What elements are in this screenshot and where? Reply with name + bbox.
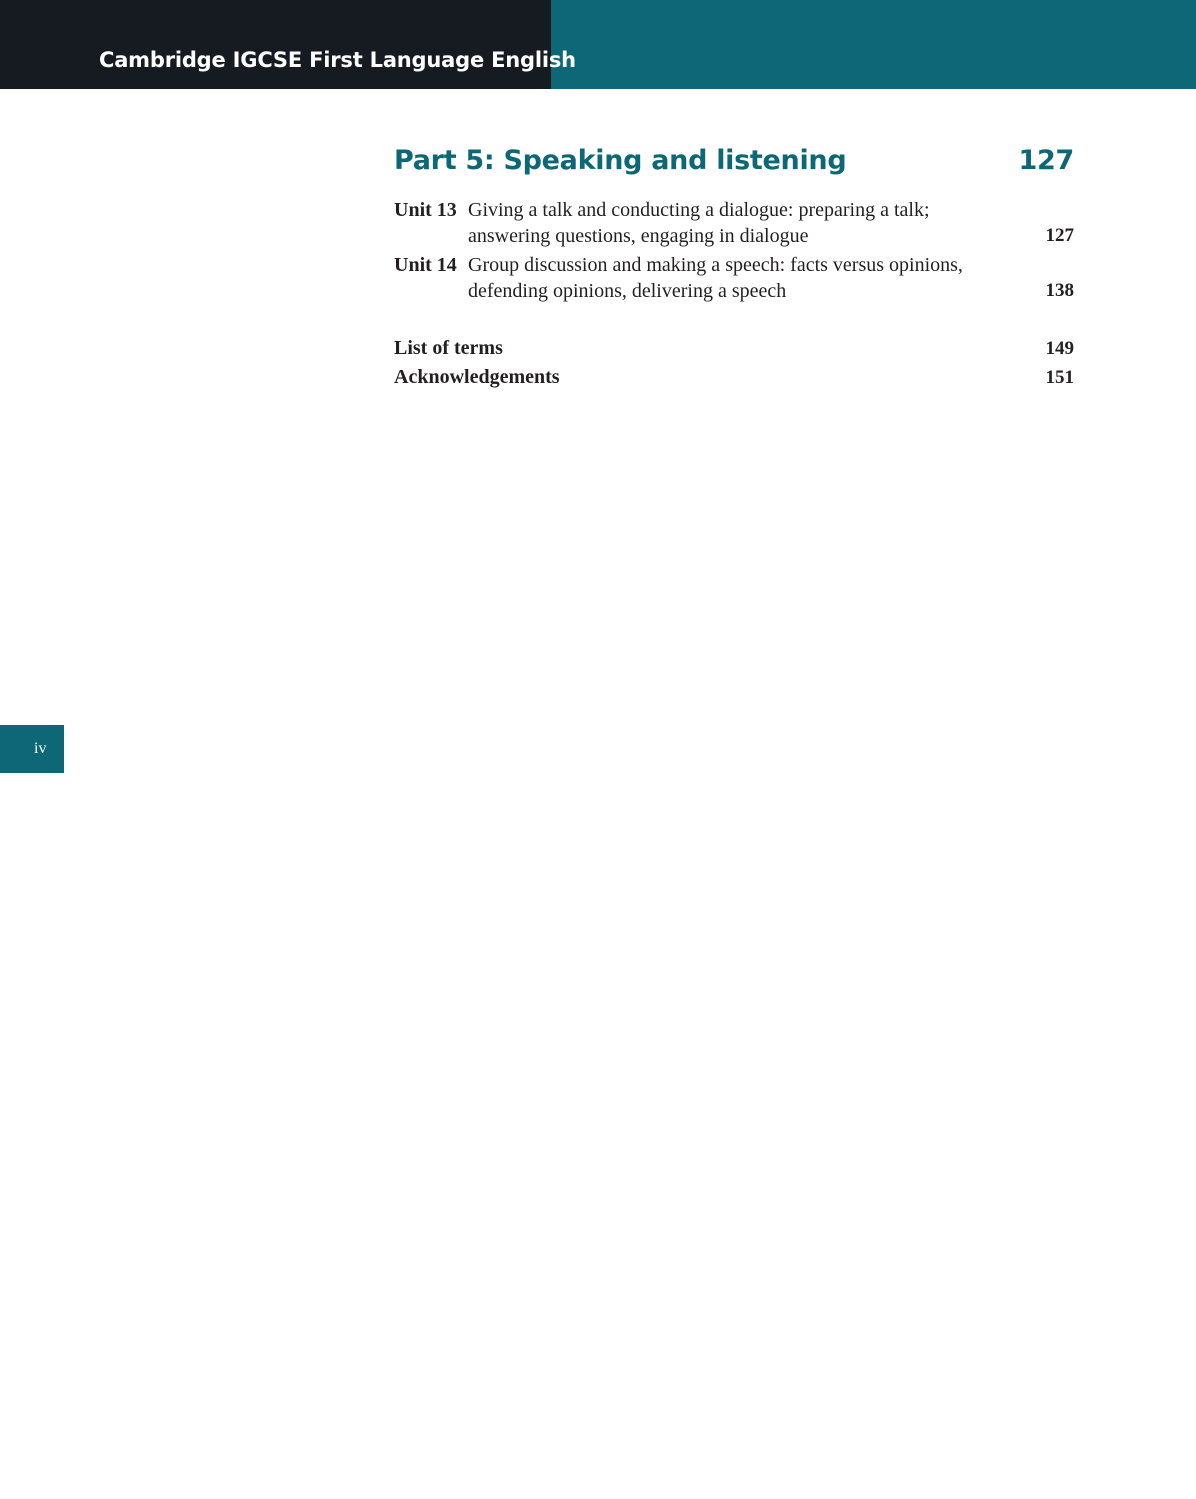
unit-description-line: answering questions, engaging in dialogue (468, 225, 809, 247)
unit-description-line: Giving a talk and conducting a dialogue: preparing a talk; (468, 199, 930, 221)
header-dark-band (0, 0, 551, 89)
table-of-contents (394, 140, 1074, 392)
page-number-tab (0, 725, 64, 773)
unit-label: Unit 13 (394, 199, 457, 221)
header-accent-band (551, 0, 1196, 89)
entry-label: Acknowledgements (394, 366, 560, 388)
unit-label: Unit 14 (394, 254, 457, 276)
unit-description-line: defending opinions, delivering a speech (468, 280, 787, 302)
back-matter-list (394, 334, 1074, 392)
toc-entry-unit-13 (394, 197, 1074, 249)
unit-page-number: 138 (1045, 280, 1074, 301)
unit-list (394, 197, 1074, 304)
part-heading (394, 140, 1074, 184)
entry-label: List of terms (394, 337, 503, 359)
unit-description (468, 252, 1008, 304)
book-title: Cambridge IGCSE First Language English (99, 48, 576, 72)
unit-description-line: Group discussion and making a speech: facts versus opinions, (468, 254, 963, 276)
part-page-number: 127 (1018, 145, 1074, 176)
toc-entry-list-of-terms (394, 334, 1074, 363)
page-number: iv (34, 740, 47, 757)
part-title: Part 5: Speaking and listening (394, 145, 847, 176)
unit-page-number: 127 (1045, 225, 1074, 246)
entry-page-number: 149 (1045, 338, 1074, 359)
unit-description (468, 197, 1008, 249)
entry-page-number: 151 (1045, 367, 1074, 388)
toc-entry-unit-14 (394, 252, 1074, 304)
toc-entry-acknowledgements (394, 363, 1074, 392)
